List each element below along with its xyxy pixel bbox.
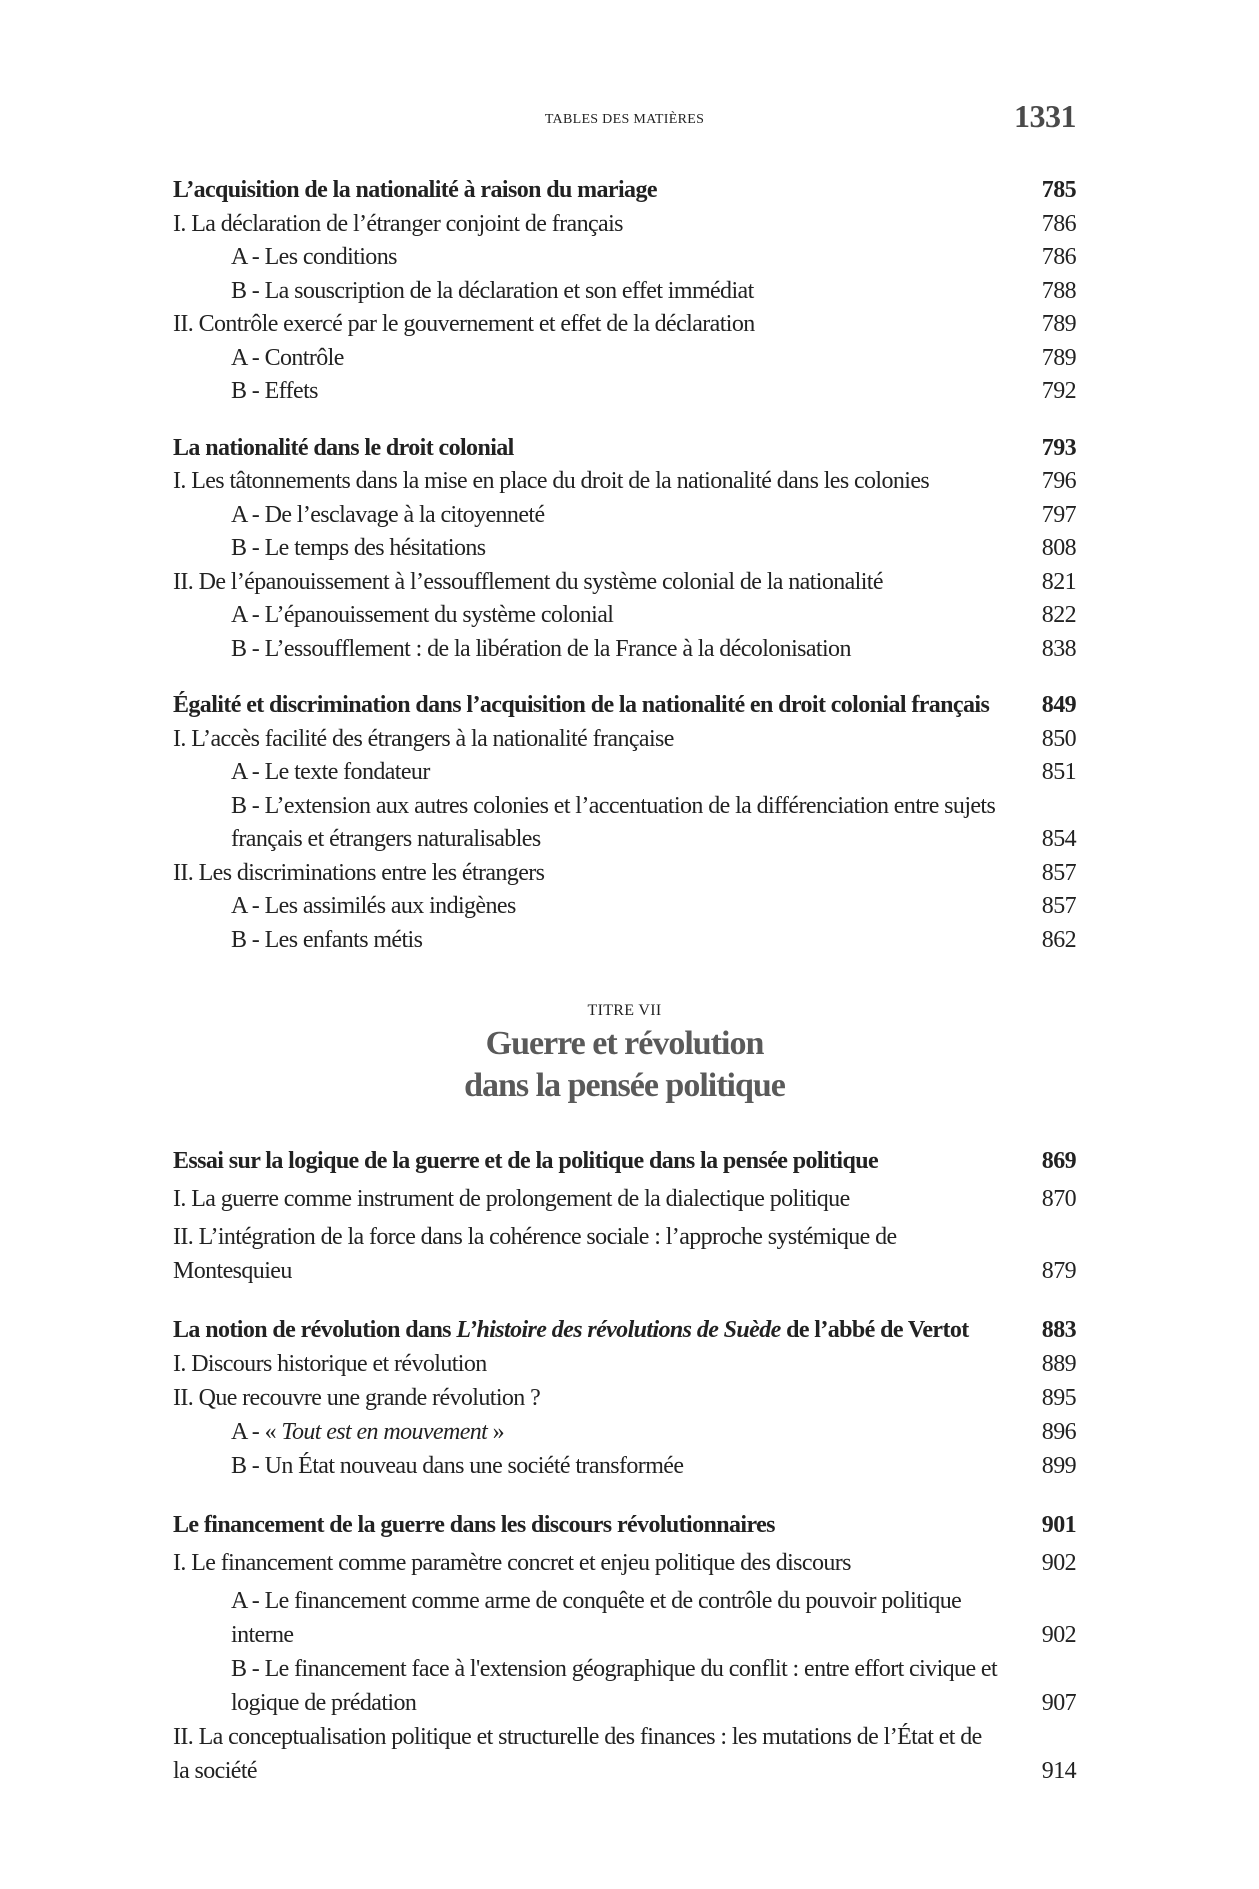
toc-page-number: 869 — [1041, 1148, 1076, 1174]
toc-page-number: 789 — [1041, 344, 1076, 371]
toc-entry-italic-title: L’histoire des révolutions de Suède — [456, 1317, 781, 1343]
toc-entry-text-part: A - « — [231, 1419, 282, 1445]
toc-entry-title: B - L’essoufflement : de la libération de la France à la décolonisation — [231, 635, 851, 662]
toc-page-number: 797 — [1041, 501, 1076, 528]
titre-label: TITRE VII — [587, 1002, 662, 1019]
toc-entry-title: II. L’intégration de la force dans la cohérence sociale : l’approche systémique de Montesquieu — [173, 1224, 897, 1284]
toc-page-number: 914 — [1041, 1758, 1076, 1784]
toc-entry-title: B - L’extension aux autres colonies et l’accentuation de la différenciation entre sujets — [231, 792, 996, 819]
toc-entry — [173, 1754, 1076, 1788]
toc-entry-title: I. Le financement comme paramètre concret et enjeu politique des discours — [173, 1550, 851, 1576]
toc-subentry — [173, 1584, 1076, 1652]
toc-entry — [173, 566, 1076, 600]
toc-page-number: 879 — [1041, 1258, 1076, 1284]
toc-page-number: 796 — [1041, 468, 1076, 494]
toc-subentry — [173, 342, 1076, 376]
toc-entry — [173, 1347, 1076, 1381]
toc-page-number: 838 — [1041, 635, 1076, 662]
toc-subentry — [173, 1415, 1076, 1449]
toc-entry-title: A - Les assimilés aux indigènes — [231, 893, 516, 919]
toc-section — [173, 174, 1076, 409]
toc-subentry — [173, 532, 1076, 566]
toc-entry-title: A - Contrôle — [231, 344, 344, 371]
toc-entry-title: II. De l’épanouissement à l’essoufflement du système colonial de la nationalité — [173, 568, 883, 595]
toc-subentry — [173, 1686, 1076, 1720]
toc-page-number: 786 — [1041, 244, 1076, 270]
toc-entry-title: II. Les discriminations entre les étrangers — [173, 859, 545, 886]
toc-subentry — [173, 756, 1076, 790]
toc-entry-italic-title: Tout est en mouvement — [281, 1419, 488, 1445]
titre-heading-line-2: dans la pensée politique — [464, 1067, 785, 1104]
toc-page-number: 849 — [1041, 692, 1076, 718]
toc-entry — [173, 1182, 1076, 1216]
toc-entry-title: B - Le financement face à l'extension géographique du conflit : entre effort civique et — [231, 1656, 998, 1682]
toc-page-number: 786 — [1041, 210, 1076, 237]
toc-entry-title: II. La conceptualisation politique et structurelle des finances : les mutations de l’État et de — [173, 1724, 982, 1750]
toc-page-number: 902 — [1041, 1550, 1076, 1576]
toc-entry-title: Essai sur la logique de la guerre et de la politique dans la pensée politique — [173, 1148, 878, 1174]
toc-entry-title: B - Effets — [231, 378, 318, 404]
toc-entry-title: A - Les conditions — [231, 244, 397, 270]
toc-entry — [173, 857, 1076, 891]
toc-entry — [173, 308, 1076, 342]
toc-sections-top — [173, 174, 1076, 957]
toc-entry — [173, 1720, 1076, 1754]
toc-section — [173, 1144, 1076, 1288]
toc-entry — [173, 208, 1076, 242]
page-number: 1331 — [1014, 98, 1076, 134]
toc-page-number: 857 — [1041, 859, 1076, 886]
toc-subentry — [173, 1652, 1076, 1686]
toc-subentry — [173, 599, 1076, 633]
toc-page-number: 895 — [1041, 1385, 1076, 1411]
toc-entry-title: I. Les tâtonnements dans la mise en place du droit de la nationalité dans les colonies — [173, 468, 930, 494]
toc-page-number: 851 — [1041, 759, 1076, 785]
toc-chapter-heading — [173, 1313, 1076, 1347]
toc-section — [173, 1508, 1076, 1788]
toc-entry — [173, 1546, 1076, 1580]
toc-subentry — [173, 924, 1076, 958]
toc-entry-title: B - La souscription de la déclaration et son effet immédiat — [231, 277, 754, 304]
toc-entry-title: A - Le financement comme arme de conquête et de contrôle du pouvoir politique interne — [231, 1588, 962, 1648]
toc-entry-title: français et étrangers naturalisables — [231, 826, 541, 852]
toc-section — [173, 432, 1076, 667]
toc-entry-title — [231, 1415, 1036, 1449]
toc-subentry — [173, 1449, 1076, 1483]
toc-page-number: 822 — [1041, 602, 1076, 628]
toc-entry-title: Le financement de la guerre dans les discours révolutionnaires — [173, 1512, 775, 1538]
toc-entry-title: II. Contrôle exercé par le gouvernement et effet de la déclaration — [173, 311, 755, 337]
toc-entry-title: A - De l’esclavage à la citoyenneté — [231, 501, 545, 528]
toc-page-number: 902 — [1041, 1622, 1076, 1648]
toc-chapter-heading — [173, 1508, 1076, 1542]
toc-page-number: 854 — [1041, 826, 1076, 852]
toc-subentry — [173, 241, 1076, 275]
titre-heading-line-1: Guerre et révolution — [485, 1025, 764, 1062]
toc-page-number: 862 — [1041, 926, 1076, 953]
toc-page-number: 789 — [1041, 311, 1076, 337]
toc-entry-title: la société — [173, 1758, 257, 1784]
running-title: TABLES DES MATIÈRES — [544, 112, 705, 127]
toc-page-number: 788 — [1041, 277, 1076, 304]
toc-entry-title: L’acquisition de la nationalité à raison du mariage — [173, 177, 657, 203]
toc-subentry — [173, 499, 1076, 533]
toc-page-number: 883 — [1041, 1317, 1076, 1343]
toc-page-number: 896 — [1041, 1419, 1076, 1445]
toc-entry-title: I. La déclaration de l’étranger conjoint de français — [173, 210, 623, 237]
toc-entry — [173, 1381, 1076, 1415]
toc-section — [173, 689, 1076, 957]
toc-entry-title: I. La guerre comme instrument de prolongement de la dialectique politique — [173, 1186, 850, 1212]
toc-entry-title: B - Les enfants métis — [231, 926, 423, 953]
toc-entry-text-part: de l’abbé de Vertot — [780, 1317, 969, 1343]
toc-page-number: 907 — [1041, 1690, 1076, 1716]
toc-page-number: 889 — [1041, 1351, 1076, 1377]
toc-section — [173, 1313, 1076, 1483]
titre-block — [173, 1000, 1076, 1106]
toc-sections-bottom — [173, 1144, 1076, 1788]
toc-subentry — [173, 790, 1076, 824]
toc-page-number: 821 — [1041, 568, 1076, 595]
toc-chapter-heading — [173, 689, 1076, 723]
toc-entry-title: Égalité et discrimination dans l’acquisition de la nationalité en droit colonial français — [173, 692, 990, 718]
toc-entry — [173, 465, 1076, 499]
toc-entry-title: I. Discours historique et révolution — [173, 1351, 487, 1377]
toc-page-number: 793 — [1041, 434, 1076, 461]
toc-page-number: 792 — [1041, 378, 1076, 404]
toc-page-number: 870 — [1041, 1186, 1076, 1212]
toc-page-number: 899 — [1041, 1453, 1076, 1479]
table-of-contents — [173, 174, 1076, 1788]
toc-subentry — [173, 890, 1076, 924]
toc-entry-title: B - Le temps des hésitations — [231, 535, 486, 561]
toc-entry-title: I. L’accès facilité des étrangers à la nationalité française — [173, 725, 674, 752]
toc-subentry — [173, 823, 1076, 857]
toc-entry-title: B - Un État nouveau dans une société transformée — [231, 1453, 684, 1479]
toc-chapter-heading — [173, 432, 1076, 466]
toc-page-number: 785 — [1041, 177, 1076, 203]
toc-entry-title: A - Le texte fondateur — [231, 759, 430, 785]
toc-subentry — [173, 375, 1076, 409]
toc-entry-title: A - L’épanouissement du système colonial — [231, 602, 614, 628]
toc-entry — [173, 1220, 1076, 1288]
toc-entry-title: La nationalité dans le droit colonial — [173, 434, 514, 461]
toc-page-number: 850 — [1041, 725, 1076, 752]
toc-entry-text-part: La notion de révolution dans — [173, 1317, 457, 1343]
toc-entry-title: logique de prédation — [231, 1690, 417, 1716]
toc-entry-title — [173, 1313, 1036, 1347]
toc-entry-text-part: » — [487, 1419, 505, 1445]
toc-subentry — [173, 633, 1076, 667]
toc-entry-title: II. Que recouvre une grande révolution ? — [173, 1385, 541, 1411]
toc-chapter-heading — [173, 174, 1076, 208]
toc-page-number: 857 — [1041, 893, 1076, 919]
toc-subentry — [173, 275, 1076, 309]
toc-page-number: 808 — [1041, 535, 1076, 561]
running-head — [173, 98, 1076, 138]
toc-chapter-heading — [173, 1144, 1076, 1178]
toc-entry — [173, 723, 1076, 757]
toc-page-number: 901 — [1041, 1512, 1076, 1538]
